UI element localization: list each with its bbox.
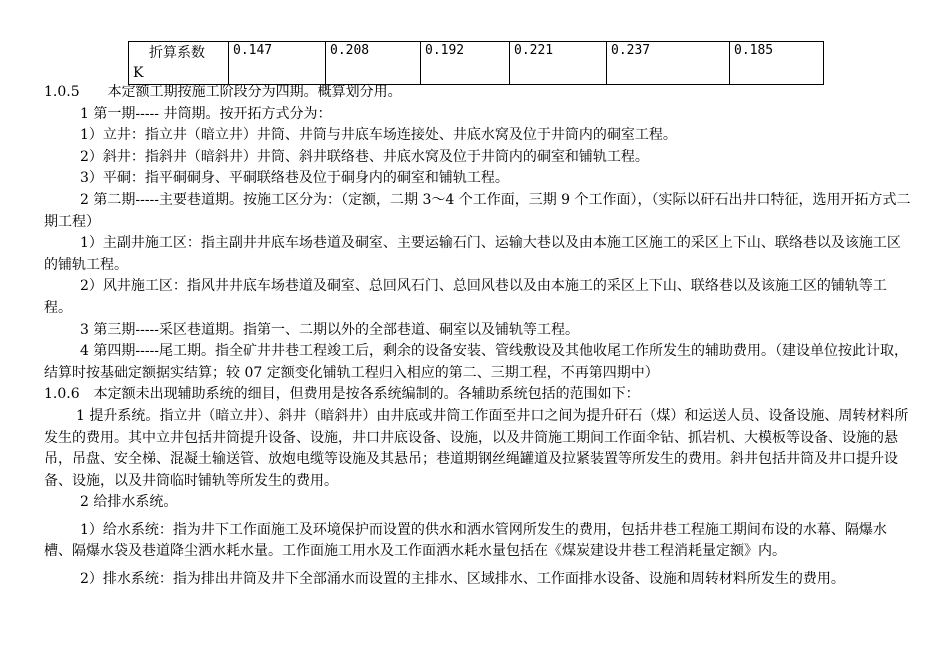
paragraph-main-auxiliary-shaft-area: 1）主副井施工区：指主副井井底车场巷道及硐室、主要运输石门、运输大巷以及由本施工区施工的采区上下山、联络巷以及该施工区的铺轨工程。 xyxy=(44,235,901,273)
clause-1-0-5: 1.0.5 本定额工期按施工阶段分为四期。概算划分用。 xyxy=(44,84,402,100)
paragraph-ventilation-shaft-area: 2）风井施工区：指风井井底车场巷道及硐室、总回风石门、总回风巷以及由本施工的采区上下山、联络巷以及该施工区的铺轨等工程。 xyxy=(44,278,887,316)
paragraph-water-system: 2 给排水系统。 xyxy=(80,494,178,511)
clause-1-0-6: 1.0.6 本定额未出现辅助系统的细目，但费用是按各系统编制的。各辅助系统包括的范围如下： xyxy=(44,386,640,403)
paragraph-drainage: 2）排水系统：指为排出井筒及井下全部涌水而设置的主排水、区域排水、工作面排水设备、设施和周转材料所发生的费用。 xyxy=(80,571,845,588)
table-cell: 0.221 xyxy=(510,42,607,85)
paragraph-hoisting-system: 1 提升系统。指立井（暗立井）、斜井（暗斜井）由井底或井筒工作面至井口之间为提升矸石（煤）和运送人员、设备设施、周转材料所发生的费用。其中立井包括井筒提升设备、设施，井口井底设备、设施，以及井筒施工期间工作面伞钻、抓岩机、大模板等设备、设施的悬吊，吊盘、安全梯、混凝土输送管、放炮电缆等设施及其悬吊；巷道期钢丝绳罐道及拉紧装置等所发生的费用。斜井包括井筒及井口提升设备、设施，以及井筒临时铺轨等所发生的费用。 xyxy=(44,407,909,489)
coefficient-table xyxy=(128,41,824,85)
paragraph-adit: 3）平硐：指平硐硐身、平硐联络巷及位于硐身内的硐室和铺轨工程。 xyxy=(80,170,509,187)
paragraph-vertical-shaft: 1）立井：指立井（暗立井）井筒、井筒与井底车场连接处、井底水窝及位于井筒内的硐室工程。 xyxy=(80,127,677,144)
paragraph-phase-2: 2 第二期-----主要巷道期。按施工区分为：（定额，二期 3～4 个工作面，三期 9 个工作面），（实际以矸石出井口特征，选用开拓方式二期工程） xyxy=(44,191,911,230)
paragraph-phase-1: 1 第一期----- 井筒期。按开拓方式分为： xyxy=(80,105,332,122)
table-cell: 0.237 xyxy=(607,42,730,85)
paragraph-water-supply: 1）给水系统：指为井下工作面施工及环境保护而设置的供水和洒水管网所发生的费用，包括井巷工程施工期间布设的水幕、隔爆水槽、隔爆水袋及巷道降尘洒水耗水量。工作面施工用水及工作面洒水耗水量包括在《煤炭建设井巷工程消耗量定额》内。 xyxy=(44,521,887,560)
paragraph-phase-4: 4 第四期-----尾工期。指全矿井井巷工程竣工后，剩余的设备安装、管线敷设及其他收尾工作所发生的辅助费用。（建设单位按此计取，结算时按基础定额据实结算；较 07 定额变化铺轨工程归入相应的第二、三期工程，不再第四期中） xyxy=(44,343,909,381)
table-label-line2: K xyxy=(133,65,144,81)
table-cell: 0.185 xyxy=(730,42,824,85)
table-label-line1: 折算系数 xyxy=(149,45,205,61)
table-label-cell xyxy=(129,42,229,85)
paragraph-phase-3: 3 第三期-----采区巷道期。指第一、二期以外的全部巷道、硐室以及铺轨等工程。 xyxy=(80,321,580,338)
table-cell: 0.192 xyxy=(421,42,510,85)
table-cell: 0.147 xyxy=(229,42,326,85)
table-cell: 0.208 xyxy=(326,42,421,85)
paragraph-inclined-shaft: 2）斜井：指斜井（暗斜井）井筒、斜井联络巷、井底水窝及位于井筒内的硐室和铺轨工程。 xyxy=(80,148,649,165)
document-body xyxy=(44,82,914,591)
table-row xyxy=(129,42,824,85)
